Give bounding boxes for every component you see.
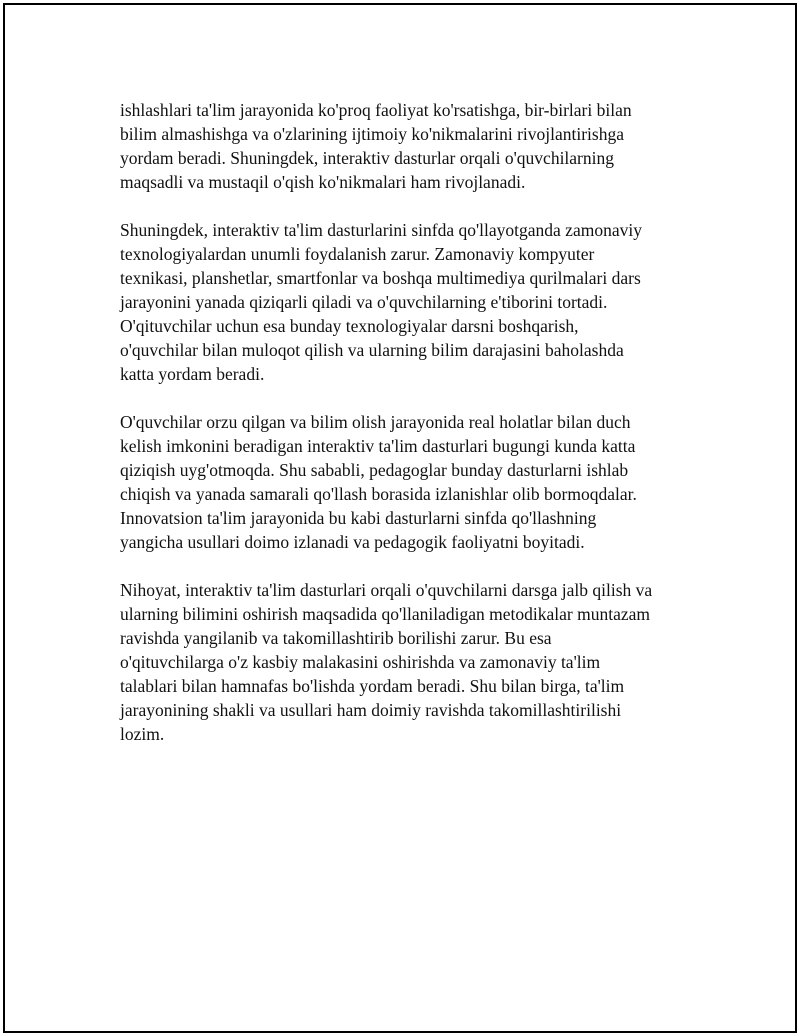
text-line: ishlashlari ta'lim jarayonida ko'proq faoliyat ko'rsatishga, bir-birlari bilan (120, 100, 632, 120)
text-line: ularning bilimini oshirish maqsadida qo'llaniladigan metodikalar muntazam (120, 604, 650, 624)
text-line: texnikasi, planshetlar, smartfonlar va boshqa multimediya qurilmalari dars (120, 268, 641, 288)
paragraph-4 (120, 578, 700, 746)
text-line: Shuningdek, interaktiv ta'lim dasturlarini sinfda qo'llayotganda zamonaviy (120, 220, 642, 240)
text-line: Nihoyat, interaktiv ta'lim dasturlari orqali o'quvchilarni darsga jalb qilish va (120, 580, 653, 600)
text-line: jarayonini yanada qiziqarli qiladi va o'quvchilarning e'tiborini tortadi. (120, 292, 608, 312)
text-line: O'qituvchilar uchun esa bunday texnologiyalar darsni boshqarish, (120, 316, 579, 336)
text-line: o'qituvchilarga o'z kasbiy malakasini oshirishda va zamonaviy ta'lim (120, 652, 601, 672)
paragraph-3 (120, 410, 700, 554)
text-line: o'quvchilar bilan muloqot qilish va ularning bilim darajasini baholashda (120, 340, 624, 360)
text-line: O'quvchilar orzu qilgan va bilim olish jarayonida real holatlar bilan duch (120, 412, 631, 432)
text-line: chiqish va yanada samarali qo'llash borasida izlanishlar olib bormoqdalar. (120, 484, 637, 504)
text-line: yordam beradi. Shuningdek, interaktiv dasturlar orqali o'quvchilarning (120, 148, 614, 168)
text-line: qiziqish uyg'otmoqda. Shu sababli, pedagoglar bunday dasturlarni ishlab (120, 460, 629, 480)
text-line: maqsadli va mustaqil o'qish ko'nikmalari ham rivojlanadi. (120, 172, 526, 192)
text-line: bilim almashishga va o'zlarining ijtimoiy ko'nikmalarini rivojlantirishga (120, 124, 624, 144)
text-line: talablari bilan hamnafas bo'lishda yordam beradi. Shu bilan birga, ta'lim (120, 676, 625, 696)
text-line: Innovatsion ta'lim jarayonida bu kabi dasturlarni sinfda qo'llashning (120, 508, 597, 528)
paragraph-1 (120, 98, 700, 194)
text-line: texnologiyalardan unumli foydalanish zarur. Zamonaviy kompyuter (120, 244, 595, 264)
text-line: lozim. (120, 724, 165, 744)
text-line: kelish imkonini beradigan interaktiv ta'lim dasturlari bugungi kunda katta (120, 436, 636, 456)
document-body (120, 98, 700, 770)
text-line: yangicha usullari doimo izlanadi va pedagogik faoliyatni boyitadi. (120, 532, 585, 552)
text-line: jarayonining shakli va usullari ham doimiy ravishda takomillashtirilishi (120, 700, 622, 720)
page-frame (3, 3, 797, 1033)
paragraph-2 (120, 218, 700, 386)
text-line: katta yordam beradi. (120, 364, 265, 384)
text-line: ravishda yangilanib va takomillashtirib borilishi zarur. Bu esa (120, 628, 552, 648)
